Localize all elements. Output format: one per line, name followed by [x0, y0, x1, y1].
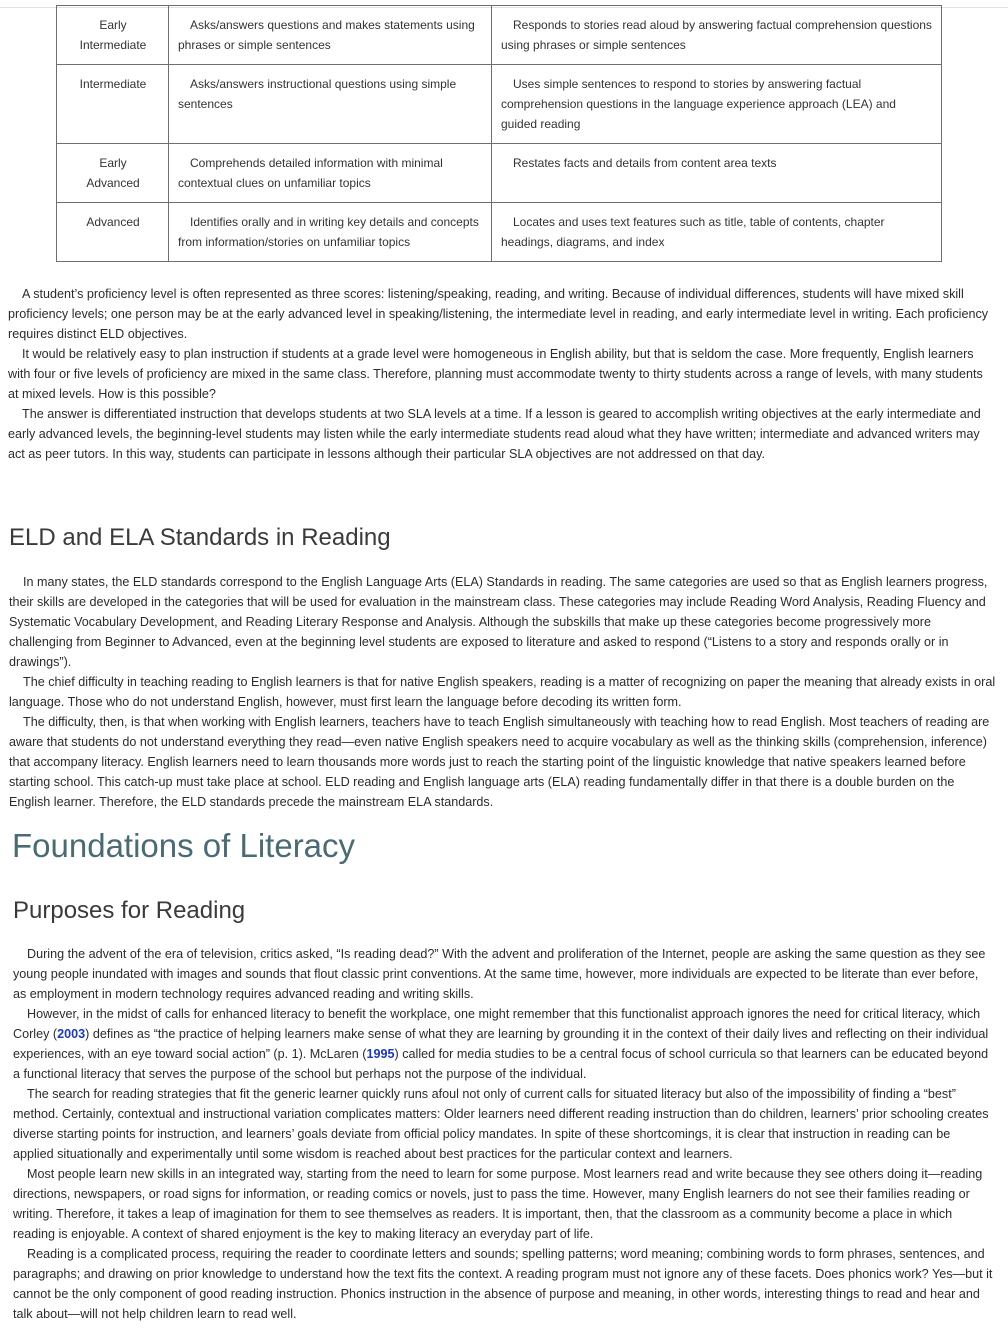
paragraph: However, in the midst of calls for enhanced literacy to benefit the workplace, one might remember that this functionalist approach ignores the need for critical literacy, which Corley (2003) defines as “the practice of helping learners make sense of what they are learning by grounding it in the context of their daily lives and reflecting on their individual experiences, with an eye toward social action” (p. 1). McLaren (1995) called for media studies to be a central focus of school curricula so that learners can be educated beyond a functional literacy that serves the purpose of the school but perhaps not the purpose of the individual. — [13, 1007, 989, 1081]
paragraph: The difficulty, then, is that when working with English learners, teachers have to teach English simultaneously with teaching how to read English. Most teachers of reading are aware that students do not understand everything they read—even native English speakers need to acquire vocabulary as well as the thinking skills (comprehension, inference) that accompany literacy. English learners need to learn thousands more words just to reach the starting point of the linguistic knowledge that native speakers learned before starting school. This catch-up must take place at school. ELD reading and English language arts (ELA) reading fundamentally differ in that there is a double burden on the English learner. Therefore, the ELD standards precede the mainstream ELA standards. — [9, 715, 990, 809]
table-row — [57, 203, 942, 262]
paragraph: The chief difficulty in teaching reading to English learners is that for native English speakers, reading is a matter of recognizing on paper the meaning that already exists in oral language. Those who do not understand English, however, must first learn the language before decoding its written form. — [9, 675, 996, 709]
paragraph: It would be relatively easy to plan instruction if students at a grade level were homogeneous in English ability, but that is seldom the case. More frequently, English learners with four or five levels of proficiency are mixed in the same class. Therefore, planning must accommodate twenty to thirty students across a range of levels, with many students at mixed levels. How is this possible? — [8, 347, 983, 401]
paragraph: During the advent of the era of television, critics asked, “Is reading dead?” With the advent and proliferation of the Internet, people are asking the same question as they see young people inundated with images and sounds that flout classic print conventions. At the same time, however, more individuals are expected to be literate than ever before, as employment in modern technology requires advanced reading and writing skills. — [13, 947, 986, 1001]
listening-speaking-cell: Comprehends detailed information with minimal contextual clues on unfamiliar topics — [169, 144, 492, 203]
level-cell: Intermediate — [57, 65, 169, 144]
listening-speaking-cell: Identifies orally and in writing key details and concepts from information/stories on unfamiliar topics — [169, 203, 492, 262]
level-cell: Early Intermediate — [57, 6, 169, 65]
chapter-heading-foundations: Foundations of Literacy — [12, 827, 356, 864]
level-cell: Advanced — [57, 203, 169, 262]
reading-cell: Restates facts and details from content area texts — [492, 144, 942, 203]
listening-speaking-cell: Asks/answers instructional questions using simple sentences — [169, 65, 492, 144]
paragraph: In many states, the ELD standards correspond to the English Language Arts (ELA) Standards in reading. The same categories are used so that as English learners progress, their skills are developed in the categories that will be used for evaluation in the mainstream class. These categories may include Reading Word Analysis, Reading Fluency and Systematic Vocabulary Development, and Reading Literary Response and Analysis. Although the subskills that make up these categories become progressively more challenging from Beginner to Advanced, even at the beginning level students are exposed to literature and asked to respond (“Listens to a story and responds orally or in drawings”). — [9, 575, 988, 669]
paragraph: The answer is differentiated instruction that develops students at two SLA levels at a time. If a lesson is geared to accomplish writing objectives at the early intermediate and early advanced levels, the beginning-level students may listen while the early intermediate students read aloud what they have written; intermediate and advanced writers may act as peer tutors. In this way, students can participate in lessons although their particular SLA objectives are not addressed on that day. — [8, 407, 981, 461]
paragraph: The search for reading strategies that fit the generic learner quickly runs afoul not only of current calls for situated literacy but also of the impossibility of finding a “best” method. Certainly, contextual and instructional variation complicates matters: Older learners need different reading instruction than do children, learners’ prior schooling creates diverse starting points for instruction, and learners’ goals deviate from official policy mandates. In spite of these shortcomings, it is clear that instruction in reading can be applied situationally and experimentally until some wisdom is reached about best practices for the particular context and learners. — [13, 1087, 989, 1161]
paragraph: A student’s proficiency level is often represented as three scores: listening/speaking, reading, and writing. Because of individual differences, students will have mixed skill proficiency levels; one person may be at the early advanced level in speaking/listening, the intermediate level in reading, and early intermediate level in writing. Each proficiency requires distinct ELD objectives. — [8, 287, 989, 341]
purposes-section — [0, 944, 1008, 1324]
table-row — [57, 144, 942, 203]
standards-section — [0, 572, 1008, 812]
level-cell: Early Advanced — [57, 144, 169, 203]
proficiency-table — [56, 5, 942, 262]
reading-cell: Locates and uses text features such as title, table of contents, chapter headings, diagrams, and index — [492, 203, 942, 262]
paragraph: Most people learn new skills in an integrated way, starting from the need to learn for some purpose. Most learners read and write because they see others doing it—reading directions, newspapers, or road signs for information, or reading comics or novels, just to pass the time. However, many English learners do not see their families reading or writing. Therefore, it takes a leap of imagination for them to see themselves as readers. It is important, then, that the classroom as a community become a place in which reading is enjoyable. A context of shared enjoyment is the key to making literacy an everyday part of life. — [13, 1167, 983, 1241]
paragraph: Reading is a complicated process, requiring the reader to coordinate letters and sounds; spelling patterns; word meaning; combining words to form phrases, sentences, and paragraphs; and drawing on prior knowledge to understand how the text fits the context. A reading program must not ignore any of these facets. Does phonics work? Yes—but it cannot be the only component of good reading instruction. Phonics instruction in the absence of purpose and meaning, in other words, interesting things to read and hear and talk about—will not help children learn to read well. — [13, 1247, 993, 1321]
intro-section — [0, 284, 1008, 464]
reading-cell: Uses simple sentences to respond to stories by answering factual comprehension questions in the language experience approach (LEA) and guided reading — [492, 65, 942, 144]
section-heading-standards: ELD and ELA Standards in Reading — [9, 524, 391, 551]
reading-cell: Responds to stories read aloud by answering factual comprehension questions using phrases or simple sentences — [492, 6, 942, 65]
section-heading-purposes: Purposes for Reading — [13, 897, 246, 924]
listening-speaking-cell: Asks/answers questions and makes statements using phrases or simple sentences — [169, 6, 492, 65]
citation-link-corley[interactable]: 2003 — [57, 1027, 86, 1041]
table-row — [57, 6, 942, 65]
table-row — [57, 65, 942, 144]
citation-link-mclaren[interactable]: 1995 — [366, 1047, 395, 1061]
